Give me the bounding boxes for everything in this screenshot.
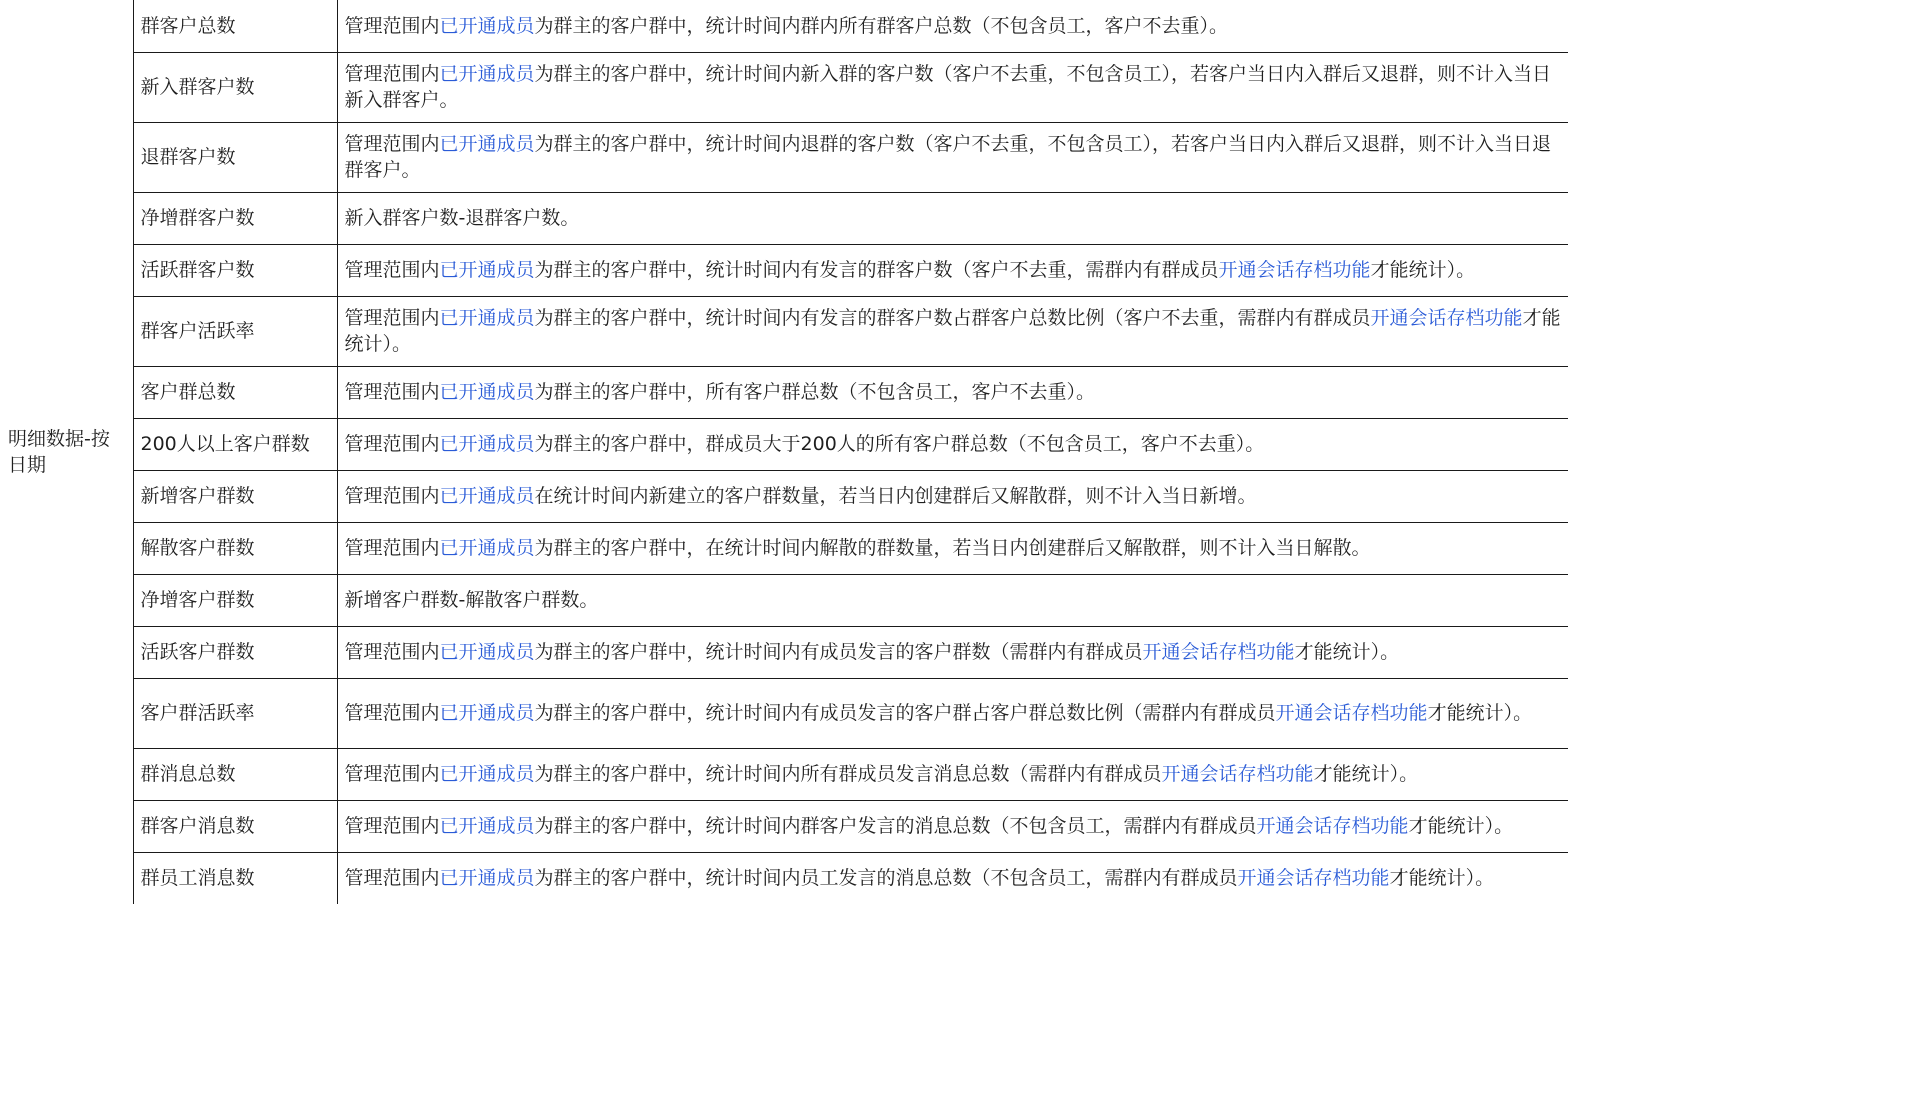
- metric-description-cell: [337, 192, 1568, 244]
- description-text: 新入群客户数-退群客户数。: [344, 207, 580, 229]
- enabled-member-link[interactable]: 已开通成员: [439, 14, 535, 37]
- conversation-archive-link[interactable]: 开通会话存档功能: [1218, 259, 1371, 281]
- table-row: [0, 574, 1568, 626]
- metric-description-cell: [337, 122, 1568, 192]
- table-row: [0, 192, 1568, 244]
- metric-name-cell: 群消息总数: [133, 748, 337, 800]
- description-text: 管理范围内: [344, 14, 440, 37]
- description-text: 管理范围内: [344, 133, 440, 155]
- metric-name-cell: 解散客户群数: [133, 522, 337, 574]
- table-row: [0, 52, 1568, 122]
- table-row: [0, 470, 1568, 522]
- description-text: 管理范围内: [344, 485, 440, 507]
- enabled-member-link[interactable]: 已开通成员: [439, 433, 535, 455]
- metric-name-cell: 客户群活跃率: [133, 678, 337, 748]
- description-text: 为群主的客户群中，统计时间内群客户发言的消息总数（不包含员工，需群内有群成员: [534, 815, 1257, 837]
- enabled-member-link[interactable]: 已开通成员: [439, 259, 535, 281]
- description-text: 为群主的客户群中，所有客户群总数（不包含员工，客户不去重）。: [534, 381, 1096, 403]
- description-text: 为群主的客户群中，统计时间内新入群的客户数（客户不去重，不包含员工），若客户当日内入群后又退群，则不计入当日新入群客户。: [344, 63, 1552, 111]
- enabled-member-link[interactable]: 已开通成员: [439, 537, 535, 559]
- conversation-archive-link[interactable]: 开通会话存档功能: [1275, 702, 1428, 724]
- description-text: 管理范围内: [344, 259, 440, 281]
- metric-description-cell: [337, 0, 1568, 52]
- description-text: 才能统计）。: [1313, 763, 1419, 785]
- description-text: 为群主的客户群中，统计时间内所有群成员发言消息总数（需群内有群成员: [534, 763, 1162, 785]
- description-text: 管理范围内: [344, 702, 440, 724]
- enabled-member-link[interactable]: 已开通成员: [439, 867, 535, 890]
- metric-description-cell: [337, 800, 1568, 852]
- table-row: [0, 296, 1568, 366]
- description-text: 管理范围内: [344, 307, 440, 329]
- metric-description-cell: [337, 366, 1568, 418]
- description-text: 管理范围内: [344, 867, 440, 890]
- conversation-archive-link[interactable]: 开通会话存档功能: [1237, 867, 1390, 890]
- table-row: [0, 748, 1568, 800]
- description-text: 为群主的客户群中，统计时间内群内所有群客户总数（不包含员工，客户不去重）。: [534, 14, 1229, 37]
- metric-description-cell: [337, 852, 1568, 904]
- enabled-member-link[interactable]: 已开通成员: [439, 63, 535, 85]
- metric-description-cell: [337, 522, 1568, 574]
- metric-name-cell: 群客户总数: [133, 0, 337, 52]
- enabled-member-link[interactable]: 已开通成员: [439, 381, 535, 403]
- enabled-member-link[interactable]: 已开通成员: [439, 641, 535, 663]
- metric-name-cell: 净增客户群数: [133, 574, 337, 626]
- description-text: 在统计时间内新建立的客户群数量，若当日内创建群后又解散群，则不计入当日新增。: [534, 485, 1257, 507]
- description-text: 管理范围内: [344, 381, 440, 403]
- metric-description-cell: [337, 574, 1568, 626]
- description-text: 才能统计）。: [1389, 867, 1495, 890]
- description-text: 才能统计）。: [1294, 641, 1400, 663]
- metric-name-cell: 群客户消息数: [133, 800, 337, 852]
- description-text: 才能统计）。: [1408, 815, 1514, 837]
- description-text: 管理范围内: [344, 63, 440, 85]
- description-text: 才能统计）。: [1370, 259, 1476, 281]
- description-text: 为群主的客户群中，统计时间内有成员发言的客户群占客户群总数比例（需群内有群成员: [534, 702, 1276, 724]
- description-text: 为群主的客户群中，统计时间内员工发言的消息总数（不包含员工，需群内有群成员: [534, 867, 1238, 890]
- metric-name-cell: 群员工消息数: [133, 852, 337, 904]
- metric-description-cell: [337, 418, 1568, 470]
- table-row: [0, 122, 1568, 192]
- conversation-archive-link[interactable]: 开通会话存档功能: [1142, 641, 1295, 663]
- metric-description-cell: [337, 52, 1568, 122]
- description-text: 才能统计）。: [344, 307, 1561, 355]
- metric-name-cell: 活跃群客户数: [133, 244, 337, 296]
- conversation-archive-link[interactable]: 开通会话存档功能: [1161, 763, 1314, 785]
- description-text: 管理范围内: [344, 641, 440, 663]
- description-text: 新增客户群数-解散客户群数。: [344, 589, 599, 611]
- enabled-member-link[interactable]: 已开通成员: [439, 702, 535, 724]
- description-text: 管理范围内: [344, 815, 440, 837]
- metric-description-cell: [337, 470, 1568, 522]
- metric-description-cell: [337, 244, 1568, 296]
- metric-name-cell: 新增客户群数: [133, 470, 337, 522]
- description-text: 管理范围内: [344, 433, 440, 455]
- metric-description-cell: [337, 678, 1568, 748]
- enabled-member-link[interactable]: 已开通成员: [439, 133, 535, 155]
- table-row: [0, 244, 1568, 296]
- table-row: [0, 366, 1568, 418]
- description-text: 为群主的客户群中，在统计时间内解散的群数量，若当日内创建群后又解散群，则不计入当日解散。: [534, 537, 1371, 559]
- metric-description-cell: [337, 626, 1568, 678]
- metric-name-cell: 群客户活跃率: [133, 296, 337, 366]
- description-text: 为群主的客户群中，群成员大于200人的所有客户群总数（不包含员工，客户不去重）。: [534, 433, 1265, 455]
- description-text: 为群主的客户群中，统计时间内退群的客户数（客户不去重，不包含员工），若客户当日内入群后又退群，则不计入当日退群客户。: [344, 133, 1552, 181]
- enabled-member-link[interactable]: 已开通成员: [439, 815, 535, 837]
- metric-name-cell: 净增群客户数: [133, 192, 337, 244]
- table-row: [0, 852, 1568, 904]
- category-cell: 明细数据-按日期: [0, 0, 133, 904]
- conversation-archive-link[interactable]: 开通会话存档功能: [1370, 307, 1523, 329]
- conversation-archive-link[interactable]: 开通会话存档功能: [1256, 815, 1409, 837]
- description-text: 为群主的客户群中，统计时间内有发言的群客户数（客户不去重，需群内有群成员: [534, 259, 1219, 281]
- table-row: [0, 678, 1568, 748]
- description-text: 为群主的客户群中，统计时间内有成员发言的客户群数（需群内有群成员: [534, 641, 1143, 663]
- table-row: [0, 0, 1568, 52]
- table-row: [0, 418, 1568, 470]
- description-text: 管理范围内: [344, 537, 440, 559]
- table-row: [0, 800, 1568, 852]
- enabled-member-link[interactable]: 已开通成员: [439, 763, 535, 785]
- metric-name-cell: 新入群客户数: [133, 52, 337, 122]
- metric-description-cell: [337, 748, 1568, 800]
- metric-name-cell: 活跃客户群数: [133, 626, 337, 678]
- description-text: 管理范围内: [344, 763, 440, 785]
- metric-name-cell: 200人以上客户群数: [133, 418, 337, 470]
- enabled-member-link[interactable]: 已开通成员: [439, 307, 535, 329]
- enabled-member-link[interactable]: 已开通成员: [439, 485, 535, 507]
- metric-description-cell: [337, 296, 1568, 366]
- metric-name-cell: 客户群总数: [133, 366, 337, 418]
- description-text: 为群主的客户群中，统计时间内有发言的群客户数占群客户总数比例（客户不去重，需群内有群成员: [534, 307, 1371, 329]
- description-text: 才能统计）。: [1427, 702, 1533, 724]
- table-row: [0, 522, 1568, 574]
- metric-name-cell: 退群客户数: [133, 122, 337, 192]
- table-row: [0, 626, 1568, 678]
